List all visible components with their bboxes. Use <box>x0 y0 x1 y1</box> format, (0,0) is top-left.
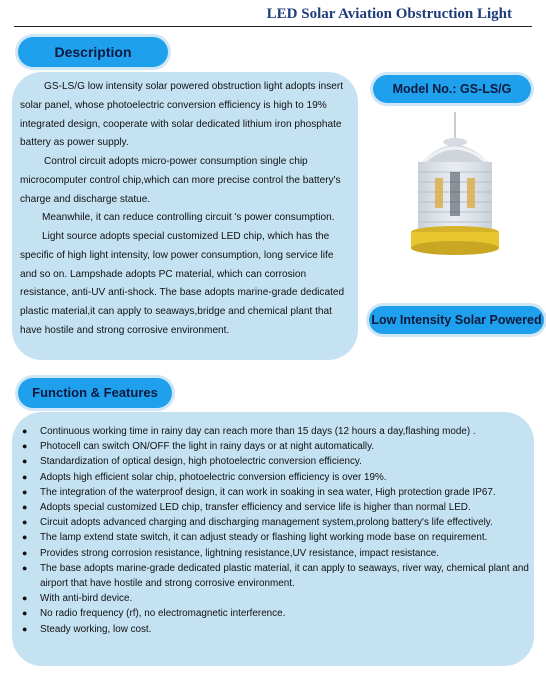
bullet-icon: ● <box>22 532 28 543</box>
list-item <box>22 470 532 485</box>
description-paragraph: Control circuit adopts micro-power consumption single chip microcomputer control chip,which can more precise control the battery's charge and discharge statue. <box>20 156 341 205</box>
list-item <box>22 546 532 561</box>
feature-text: Circuit adopts advanced charging and discharging management system,prolong battery's life effectively. <box>40 517 493 529</box>
list-item <box>22 622 532 637</box>
feature-text: Standardization of optical design, high photoelectric conversion efficiency. <box>40 456 362 468</box>
features-list <box>22 424 532 637</box>
feature-text: The lamp extend state switch, it can adjust steady or flashing light working mode base on requirement. <box>40 532 488 544</box>
bullet-icon: ● <box>22 517 28 528</box>
feature-text: No radio frequency (rf), no electromagnetic interference. <box>40 608 286 620</box>
list-item <box>22 500 532 515</box>
feature-text: Photocell can switch ON/OFF the light in rainy days or at night automatically. <box>40 441 375 453</box>
description-paragraph: Meanwhile, it can reduce controlling circuit 's power consumption. <box>42 212 335 224</box>
feature-text: The base adopts marine-grade dedicated plastic material, it can apply to seaways, river way, chemical plant and airport that have hostile and strong corrosive environment. <box>40 562 529 590</box>
list-item <box>22 439 532 454</box>
list-item <box>22 530 532 545</box>
feature-text: The integration of the waterproof design, it can work in soaking in sea water, High protection grade IP67. <box>40 486 496 498</box>
list-item <box>22 606 532 621</box>
bullet-icon: ● <box>22 426 28 436</box>
list-item <box>22 424 532 439</box>
list-item <box>22 485 532 500</box>
page-title: LED Solar Aviation Obstruction Light <box>266 6 512 22</box>
features-heading: Function & Features <box>18 378 172 408</box>
bullet-icon: ● <box>22 547 28 558</box>
list-item <box>22 454 532 469</box>
bullet-icon: ● <box>22 456 28 467</box>
model-number-badge: Model No.: GS-LS/G <box>373 75 531 103</box>
description-heading: Description <box>18 37 168 67</box>
feature-text: With anti-bird device. <box>40 593 133 605</box>
header-divider <box>14 26 532 27</box>
feature-text: Adopts special customized LED chip, transfer efficiency and service life is higher than normal LED. <box>40 502 471 514</box>
description-paragraph: GS-LS/G low intensity solar powered obstruction light adopts insert solar panel, whose photoelectric conversion efficiency is high to 19% integrated design, cooperate with solar dedicated lithium iron phosphate battery as power supply. <box>20 81 344 149</box>
bullet-icon: ● <box>22 608 28 619</box>
list-item <box>22 591 532 606</box>
feature-text: Adopts high efficient solar chip, photoelectric conversion efficiency is over 19%. <box>40 471 387 483</box>
bullet-icon: ● <box>22 486 28 497</box>
bullet-icon: ● <box>22 441 28 452</box>
feature-text: Steady working, low cost. <box>40 623 152 635</box>
tagline-badge: Low Intensity Solar Powered <box>369 306 544 334</box>
description-text <box>20 78 350 341</box>
list-item <box>22 561 532 591</box>
list-item <box>22 515 532 530</box>
bullet-icon: ● <box>22 562 28 573</box>
bullet-icon: ● <box>22 502 28 513</box>
bullet-icon: ● <box>22 471 28 482</box>
description-paragraph: Light source adopts special customized LED chip, which has the specific of high light intensity, low power consumption, long service life and so on. Lampshade adopts PC material, which can corrosion resistance, anti-UV anti-shock. The base adopts marine-grade dedicated plastic material,it can apply to seaways,bridge and chemical plant that have hostile and strong corrosive environment. <box>20 231 345 336</box>
feature-text: Continuous working time in rainy day can reach more than 15 days (12 hours a day,flashing mode) . <box>40 426 476 437</box>
obstruction-light-image <box>380 112 530 272</box>
bullet-icon: ● <box>22 623 28 634</box>
bullet-icon: ● <box>22 593 28 604</box>
feature-text: Provides strong corrosion resistance, lightning resistance,UV resistance, impact resistance. <box>40 547 440 559</box>
